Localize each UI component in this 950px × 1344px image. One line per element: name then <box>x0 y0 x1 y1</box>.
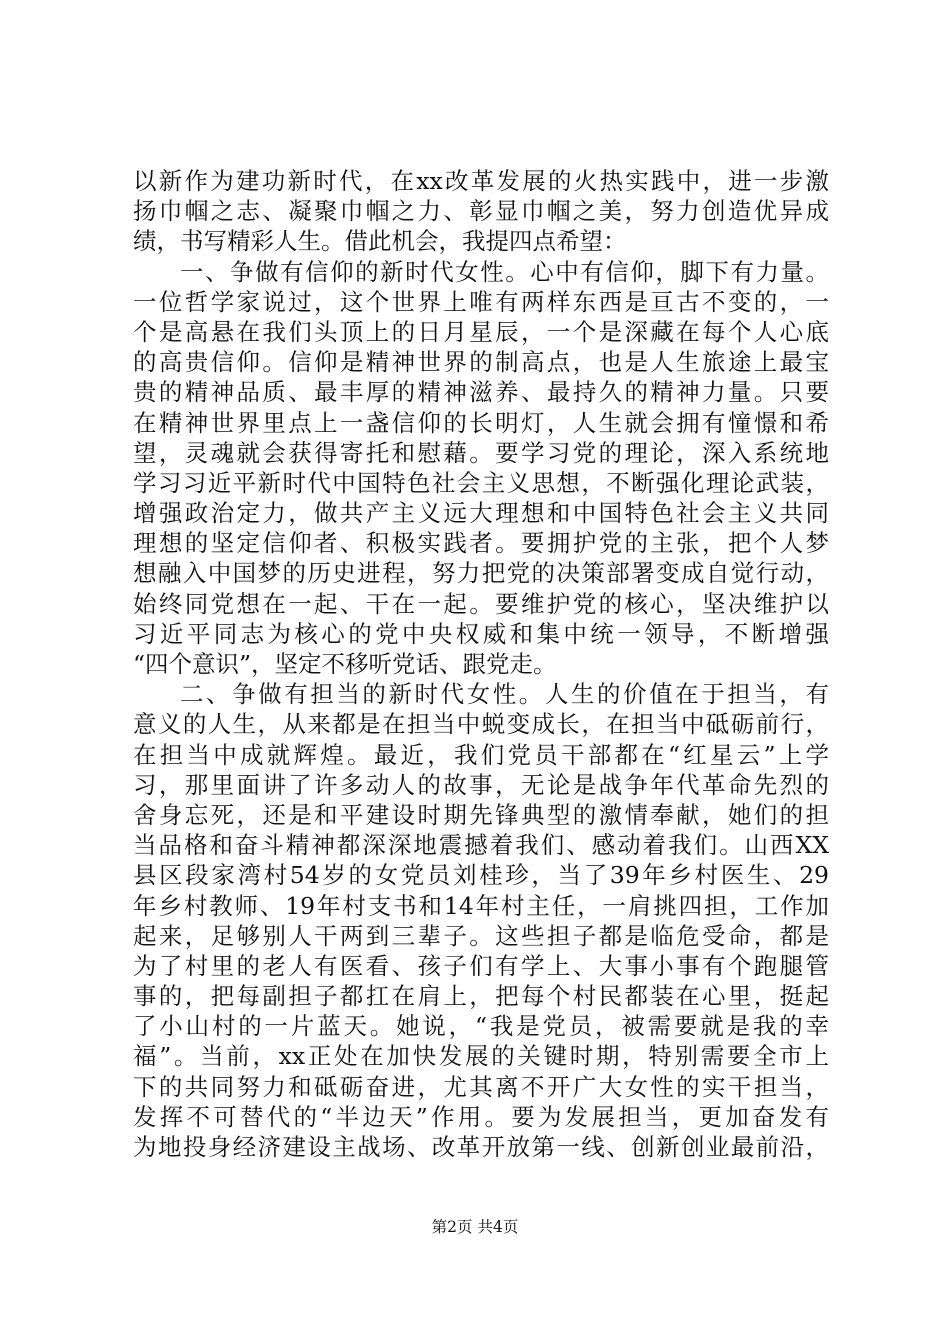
text-line: 的高贵信仰。信仰是精神世界的制高点，也是人生旅途上最宝 <box>133 348 829 377</box>
text-line: 个是高悬在我们头顶上的日月星辰，一个是深藏在每个人心底 <box>133 317 829 346</box>
text-line: 想融入中国梦的历史进程，努力把党的决策部署变成自觉行动， <box>133 559 829 588</box>
text-line: 福”。当前，xx正处在加快发展的关键时期，特别需要全市上 <box>133 1042 829 1071</box>
text-line: 事的，把每副担子都扛在肩上，把每个村民都装在心里，挺起 <box>133 982 829 1011</box>
text-line: 下的共同努力和砥砺奋进，尤其离不开广大女性的实干担当， <box>133 1072 829 1101</box>
text-line: 发挥不可替代的“半边天”作用。要为发展担当，更加奋发有 <box>133 1102 829 1131</box>
paragraph-first-line: 一、争做有信仰的新时代女性。心中有信仰，脚下有力量。 <box>180 257 829 286</box>
text-line: 为了村里的老人有医看、孩子们有学上、大事小事有个跑腿管 <box>133 951 829 980</box>
text-line: 在精神世界里点上一盏信仰的长明灯，人生就会拥有憧憬和希 <box>133 408 829 437</box>
text-line: 在担当中成就辉煌。最近，我们党员干部都在“红星云”上学 <box>133 740 829 769</box>
text-line: 扬巾帼之志、凝聚巾帼之力、彰显巾帼之美，努力创造优异成 <box>133 197 829 226</box>
text-line: 增强政治定力，做共产主义远大理想和中国特色社会主义共同 <box>133 499 829 528</box>
text-line: 年乡村教师、19年村支书和14年村主任，一肩挑四担，工作加 <box>133 891 829 920</box>
text-line: 舍身忘死，还是和平建设时期先锋典型的激情奉献，她们的担 <box>133 800 829 829</box>
body-text <box>133 166 829 1162</box>
text-line: “四个意识”，坚定不移听党话、跟党走。 <box>133 650 557 678</box>
text-line: 以新作为建功新时代，在xx改革发展的火热实践中，进一步激 <box>133 167 829 195</box>
page-number-footer: 第2页 共4页 <box>431 1218 519 1236</box>
text-line: 了小山村的一片蓝天。她说，“我是党员，被需要就是我的幸 <box>133 1012 829 1041</box>
text-line: 绩，书写精彩人生。借此机会，我提四点希望： <box>133 227 627 256</box>
text-line: 为地投身经济建设主战场、改革开放第一线、创新创业最前沿， <box>133 1133 829 1161</box>
text-line: 学习习近平新时代中国特色社会主义思想，不断强化理论武装， <box>133 468 829 497</box>
text-line: 贵的精神品质、最丰厚的精神滋养、最持久的精神力量。只要 <box>133 378 829 407</box>
text-line: 理想的坚定信仰者、积极实践者。要拥护党的主张，把个人梦 <box>133 529 829 558</box>
text-line: 意义的人生，从来都是在担当中蜕变成长，在担当中砥砺前行， <box>133 710 829 739</box>
text-line: 习近平同志为核心的党中央权威和集中统一领导，不断增强 <box>133 619 829 648</box>
text-line: 习，那里面讲了许多动人的故事，无论是战争年代革命先烈的 <box>133 770 829 799</box>
text-line: 起来，足够别人干两到三辈子。这些担子都是临危受命，都是 <box>133 921 829 950</box>
paragraph-first-line: 二、争做有担当的新时代女性。人生的价值在于担当，有 <box>180 680 829 709</box>
text-line: 始终同党想在一起、干在一起。要维护党的核心，坚决维护以 <box>133 589 829 618</box>
text-line: 望，灵魂就会获得寄托和慰藉。要学习党的理论，深入系统地 <box>133 438 829 467</box>
text-line: 县区段家湾村54岁的女党员刘桂珍，当了39年乡村医生、29 <box>133 861 829 890</box>
text-line: 当品格和奋斗精神都深深地震撼着我们、感动着我们。山西XX <box>133 831 829 860</box>
text-line: 一位哲学家说过，这个世界上唯有两样东西是亘古不变的，一 <box>133 287 829 316</box>
